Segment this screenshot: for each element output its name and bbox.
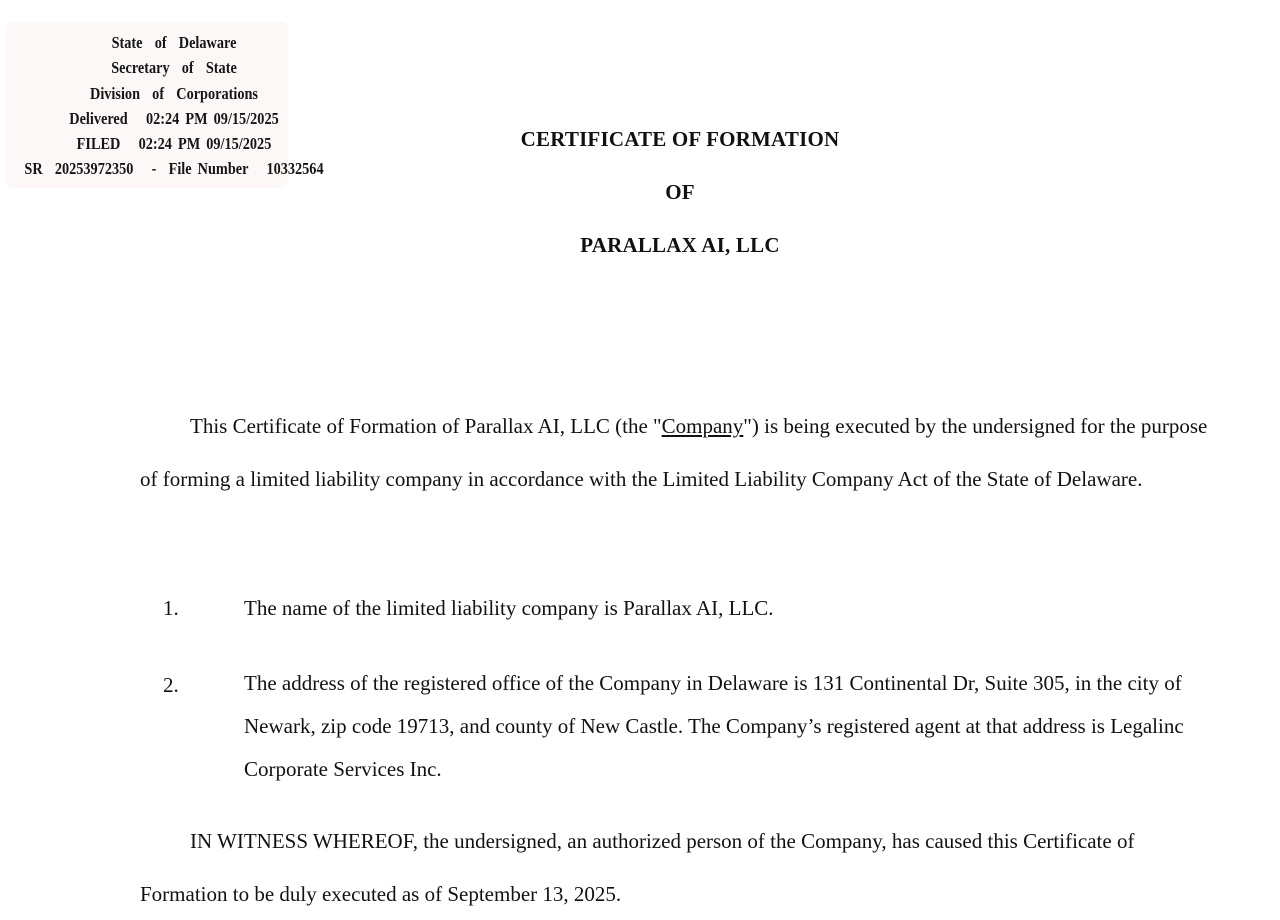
witness-paragraph [140, 815, 1210, 920]
witness-text: IN WITNESS WHEREOF, the undersigned, an authorized person of the Company, has caused this Certificate of Formation to be duly executed as of September 13, 2025. [140, 829, 1135, 906]
intro-paragraph [140, 400, 1210, 505]
filing-stamp [6, 22, 324, 188]
item-1-text: The name of the limited liability company is Parallax AI, LLC. [244, 596, 774, 620]
stamp-line-filed: FILED 02:24 PM 09/15/2025 [76, 134, 272, 154]
stamp-line-secretary: Secretary of State [111, 58, 237, 78]
intro-text-end: ") is being executed by the undersigned for the purpose of forming a limited liability company in accordance with the Limited Liability Company Act of the State of Delaware. [140, 414, 1208, 491]
document-title-of: OF [665, 180, 695, 204]
intro-text-start: This Certificate of Formation of Parallax AI, LLC (the " [190, 414, 662, 438]
stamp-line-delivered: Delivered 02:24 PM 09/15/2025 [69, 108, 279, 128]
stamp-line-state: State of Delaware [111, 33, 237, 52]
stamp-line-file-number: SR 20253972350 - File Number 10332564 [24, 159, 324, 179]
item-2-number: 2. [163, 673, 179, 697]
item-1-number: 1. [163, 596, 179, 620]
defined-term-company: Company [661, 414, 744, 438]
company-name-heading: PARALLAX AI, LLC [580, 233, 780, 257]
item-2-text: The address of the registered office of the Company in Delaware is 131 Continental Dr, Suite 305, in the city of Newark, zip code 19713, and county of New Castle. The Company’s registered agent at that address is Legalinc Corporate Services Inc. [244, 671, 1184, 781]
document-title: CERTIFICATE OF FORMATION [520, 127, 840, 151]
stamp-line-division: Division of Corporations [90, 83, 258, 103]
